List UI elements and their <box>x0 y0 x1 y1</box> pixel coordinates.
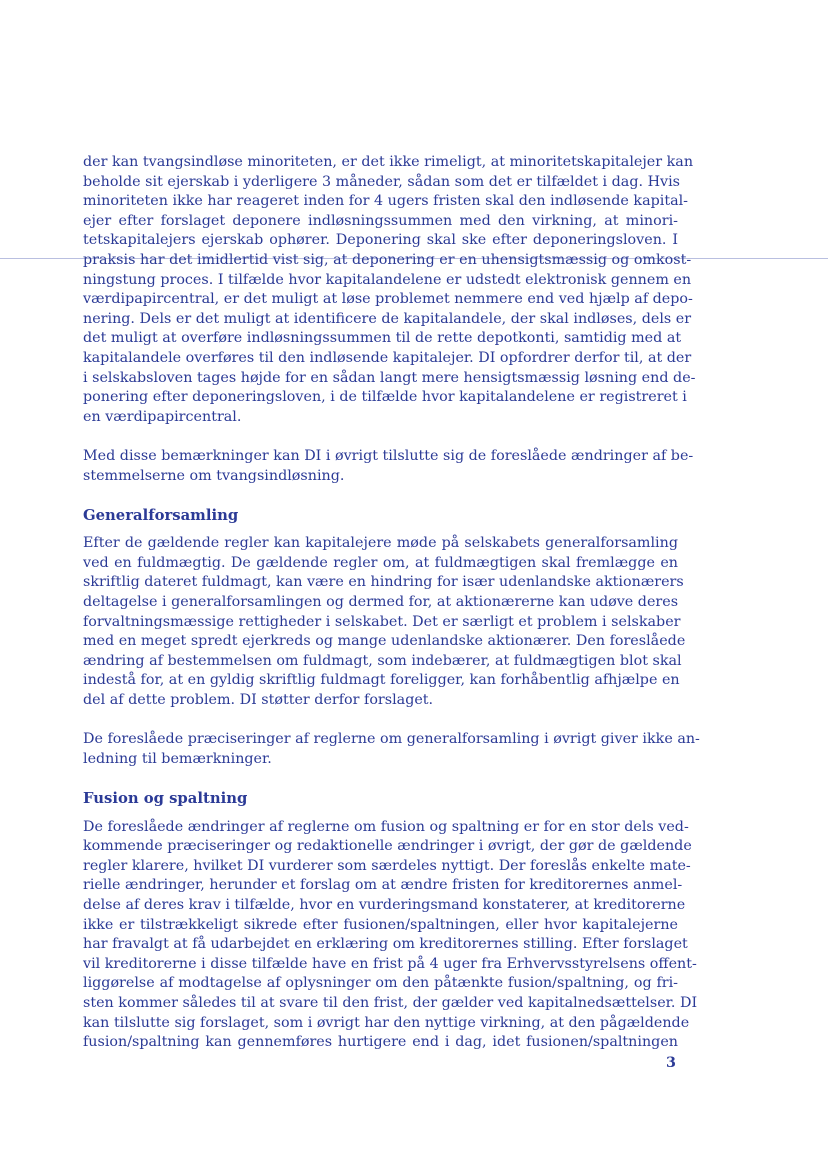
text-line: Efter de gældende regler kan kapitalejere møde på selskabets generalforsamling <box>83 535 678 552</box>
text-line: beholde sit ejerskab i yderligere 3 måneder, sådan som det er tilfældet i dag. Hvis <box>83 173 681 190</box>
paragraph-tilslutning <box>83 447 694 486</box>
text-line: der kan tvangsindløse minoriteten, er det ikke rimeligt, at minoritetskapitalejer kan <box>83 154 694 170</box>
body-text <box>83 153 700 1053</box>
text-line: Med disse bemærkninger kan DI i øvrigt tilslutte sig de foreslåede ændringer af be- <box>83 447 694 464</box>
text-line: vil kreditorerne i disse tilfælde have en frist på 4 uger fra Erhvervsstyrelsens offent- <box>83 955 697 972</box>
text-line: sten kommer således til at svare til den frist, der gælder ved kapitalnedsættelser. DI <box>83 994 698 1011</box>
text-line: De foreslåede præciseringer af reglerne om generalforsamling i øvrigt giver ikke an- <box>83 731 700 748</box>
paragraph-tvangsindloesning <box>83 153 696 427</box>
text-line: ved en fuldmægtig. De gældende regler om, at fuldmægtigen skal fremlægge en <box>83 554 678 571</box>
text-line: tetskapitalejers ejerskab ophører. Deponering skal ske efter deponeringsloven. I <box>83 232 678 249</box>
section-heading-fusion-spaltning: Fusion og spaltning <box>83 790 248 807</box>
paragraph-fuldmagt <box>83 534 686 710</box>
text-line: i selskabsloven tages højde for en sådan langt mere hensigtsmæssig løsning end de- <box>83 369 696 386</box>
text-line: ændring af bestemmelsen om fuldmagt, som indebærer, at fuldmægtigen blot skal <box>83 652 682 669</box>
text-line: ejer efter forslaget deponere indløsningssummen med den virkning, at minori- <box>83 212 678 229</box>
text-line: en værdipapircentral. <box>83 408 242 425</box>
text-line: indestå for, at en gyldig skriftlig fuldmagt foreligger, kan forhåbentlig afhjælpe en <box>83 672 680 689</box>
text-line: værdipapircentral, er det muligt at løse problemet nemmere end ved hjælp af depo- <box>83 291 693 308</box>
text-line: praksis har det imidlertid vist sig, at deponering er en uhensigtsmæssig og omkost- <box>83 251 692 268</box>
text-line: skriftlig dateret fuldmagt, kan være en hindring for især udenlandske aktionærers <box>83 574 684 591</box>
text-line: deltagelse i generalforsamlingen og dermed for, at aktionærerne kan udøve deres <box>83 594 679 611</box>
text-line: med en meget spredt ejerkreds og mange udenlandske aktionærer. Den foreslåede <box>83 633 686 650</box>
text-line: delse af deres krav i tilfælde, hvor en vurderingsmand konstaterer, at kreditorerne <box>83 896 686 913</box>
text-line: ikke er tilstrækkeligt sikrede efter fusionen/spaltningen, eller hvor kapitalejerne <box>83 916 678 933</box>
text-line: liggørelse af modtagelse af oplysninger om den påtænkte fusion/spaltning, og fri- <box>83 975 678 992</box>
text-line: forvaltningsmæssige rettigheder i selskabet. Det er særligt et problem i selskaber <box>83 613 681 630</box>
text-line: rielle ændringer, herunder et forslag om at ændre fristen for kreditorernes anmel- <box>83 877 683 894</box>
text-line: nering. Dels er det muligt at identificere de kapitalandele, der skal indløses, dels er <box>83 310 692 327</box>
text-line: ledning til bemærkninger. <box>83 750 272 767</box>
text-line: minoriteten ikke har reageret inden for 4 ugers fristen skal den indløsende kapital- <box>83 193 689 210</box>
paragraph-praeciseringer <box>83 730 700 769</box>
page-number: 3 <box>666 1055 676 1071</box>
text-line: del af dette problem. DI støtter derfor forslaget. <box>83 692 434 709</box>
text-line: kapitalandele overføres til den indløsende kapitalejer. DI opfordrer derfor til, at der <box>83 349 692 366</box>
text-line: har fravalgt at få udarbejdet en erklæring om kreditorernes stilling. Efter forslaget <box>83 936 688 953</box>
paragraph-fusion <box>83 818 698 1053</box>
text-line: det muligt at overføre indløsningssummen til de rette depotkonti, samtidig med at <box>83 330 682 347</box>
section-heading-generalforsamling: Generalforsamling <box>83 506 239 524</box>
text-line: regler klarere, hvilket DI vurderer som særdeles nyttigt. Der foreslås enkelte mate- <box>83 857 691 874</box>
text-line: kan tilslutte sig forslaget, som i øvrigt har den nyttige virkning, at den pågældende <box>83 1014 690 1031</box>
text-line: De foreslåede ændringer af reglerne om fusion og spaltning er for en stor dels ved- <box>83 818 689 835</box>
text-line: kommende præciseringer og redaktionelle ændringer i øvrigt, der gør de gældende <box>83 838 692 855</box>
text-line: fusion/spaltning kan gennemføres hurtigere end i dag, idet fusionen/spaltningen <box>83 1034 678 1051</box>
text-line: ponering efter deponeringsloven, i de tilfælde hvor kapitalandelene er registreret i <box>83 389 687 406</box>
text-line: stemmelserne om tvangsindløsning. <box>83 467 345 484</box>
text-line: ningstung proces. I tilfælde hvor kapitalandelene er udstedt elektronisk gennem en <box>83 271 692 288</box>
